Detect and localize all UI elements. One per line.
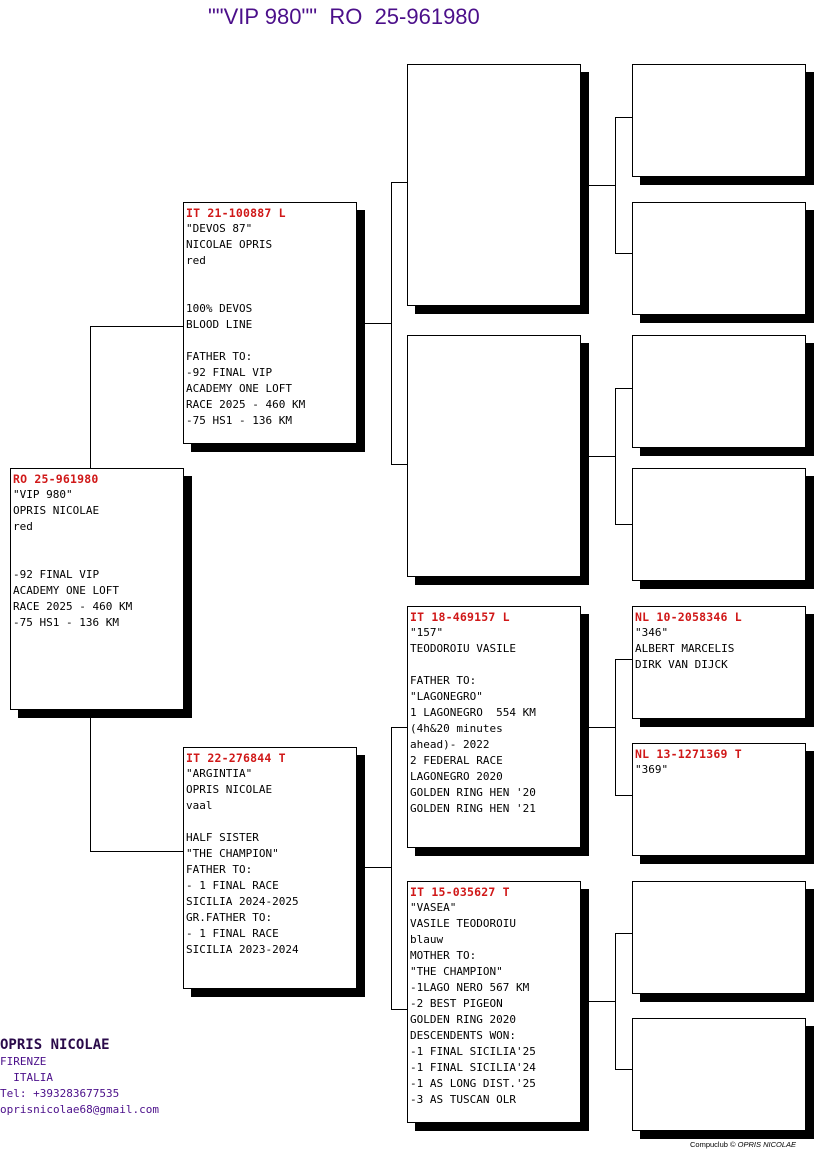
card-text-line: TEODOROIU VASILE — [410, 642, 516, 655]
card-text-line: red — [186, 254, 206, 267]
connector — [391, 1009, 407, 1010]
card-text-line: -92 FINAL VIP — [186, 366, 273, 379]
card-text-line: -3 AS TUSCAN OLR — [410, 1093, 516, 1106]
card-text-line — [13, 551, 181, 567]
connector — [364, 323, 391, 324]
card-text-line: HALF SISTER — [186, 831, 259, 844]
owner-name: OPRIS NICOLAE — [0, 1037, 110, 1053]
card-text-line — [186, 814, 354, 830]
ring-number: IT 15-035627 T — [410, 885, 510, 899]
connector — [90, 326, 91, 468]
page-title: ""VIP 980"" RO 25-961980 — [208, 4, 480, 29]
pedigree-card-sire-sire — [407, 64, 581, 306]
card-text-line: GR.FATHER TO: — [186, 911, 273, 924]
card-text-line: ALBERT MARCELIS — [635, 642, 735, 655]
pedigree-card-dam-sire — [407, 606, 581, 848]
card-text-line: 1 LAGONEGRO 554 KM — [410, 706, 536, 719]
card-text-line: ACADEMY ONE LOFT — [186, 382, 292, 395]
card-text-line: -1LAGO NERO 567 KM — [410, 981, 530, 994]
connector — [615, 388, 616, 524]
pedigree-card-ss-dam — [632, 202, 806, 315]
card-text-line: (4h&20 minutes — [410, 722, 503, 735]
owner-info — [0, 1036, 159, 1118]
card-text-line: GOLDEN RING HEN '20 — [410, 786, 536, 799]
connector — [615, 117, 632, 118]
card-text-line: -92 FINAL VIP — [13, 568, 100, 581]
owner-email: oprisnicolae68@gmail.com — [0, 1103, 159, 1116]
connector — [615, 388, 632, 389]
card-text-line: ACADEMY ONE LOFT — [13, 584, 119, 597]
ring-number: IT 18-469157 L — [410, 610, 510, 624]
ring-number: IT 21-100887 L — [186, 206, 286, 220]
connector — [588, 456, 615, 457]
card-text-line: "LAGONEGRO" — [410, 690, 483, 703]
card-text-line: SICILIA 2023-2024 — [186, 943, 299, 956]
pedigree-card-dd-sire — [632, 881, 806, 994]
ring-number: NL 13-1271369 T — [635, 747, 742, 761]
card-text-line — [410, 657, 578, 673]
connector — [615, 1069, 632, 1070]
card-text-line: "VASEA" — [410, 901, 457, 914]
card-text-line: "THE CHAMPION" — [410, 965, 503, 978]
card-text-line: FATHER TO: — [186, 863, 253, 876]
connector — [615, 795, 632, 796]
connector — [391, 182, 392, 464]
card-text-line: blauw — [410, 933, 444, 946]
card-text-line: SICILIA 2024-2025 — [186, 895, 299, 908]
card-text-line: -1 FINAL SICILIA'25 — [410, 1045, 536, 1058]
owner-country: ITALIA — [0, 1071, 53, 1084]
pedigree-card-ds-sire — [632, 606, 806, 719]
card-text-line: MOTHER TO: — [410, 949, 477, 962]
card-text-line: "ARGINTIA" — [186, 767, 253, 780]
pedigree-card-dam — [183, 747, 357, 989]
connector — [90, 326, 184, 327]
connector — [364, 867, 391, 868]
connector — [588, 727, 615, 728]
card-text-line: RACE 2025 - 460 KM — [13, 600, 133, 613]
connector — [391, 727, 407, 728]
card-text-line: - 1 FINAL RACE — [186, 927, 279, 940]
card-text-line: OPRIS NICOLAE — [13, 504, 100, 517]
footer-credit — [690, 1140, 796, 1149]
card-text-line: -1 AS LONG DIST.'25 — [410, 1077, 536, 1090]
pedigree-card-ds-dam — [632, 743, 806, 856]
card-text-line: RACE 2025 - 460 KM — [186, 398, 306, 411]
connector — [615, 659, 616, 795]
connector — [391, 727, 392, 1009]
card-text-line: "VIP 980" — [13, 488, 73, 501]
connector — [391, 464, 407, 465]
connector — [391, 182, 407, 183]
connector — [588, 1001, 615, 1002]
connector — [90, 851, 184, 852]
card-text-line: BLOOD LINE — [186, 318, 253, 331]
card-text-line: -75 HS1 - 136 KM — [13, 616, 119, 629]
card-text-line: vaal — [186, 799, 213, 812]
footer-owner: OPRIS NICOLAE — [737, 1140, 796, 1149]
card-text-line: "157" — [410, 626, 444, 639]
ring-number: RO 25-961980 — [13, 472, 99, 486]
ring-number: IT 22-276844 T — [186, 751, 286, 765]
card-text-line: 2 FEDERAL RACE — [410, 754, 503, 767]
card-text-line — [186, 333, 354, 349]
card-text-line: FATHER TO: — [410, 674, 477, 687]
pedigree-card-subject — [10, 468, 184, 710]
card-text-line: ahead)- 2022 — [410, 738, 490, 751]
pedigree-card-sd-dam — [632, 468, 806, 581]
connector — [90, 716, 91, 851]
card-text-line: FATHER TO: — [186, 350, 253, 363]
card-text-line: -2 BEST PIGEON — [410, 997, 503, 1010]
card-text-line: DIRK VAN DIJCK — [635, 658, 728, 671]
connector — [588, 185, 615, 186]
pedigree-card-dd-dam — [632, 1018, 806, 1131]
connector — [615, 253, 632, 254]
connector — [615, 933, 632, 934]
card-text-line: -75 HS1 - 136 KM — [186, 414, 292, 427]
footer-brand: Compuclub © — [690, 1140, 736, 1149]
card-text-line — [13, 535, 181, 551]
card-text-line: "369" — [635, 763, 669, 776]
card-text-line: VASILE TEODOROIU — [410, 917, 516, 930]
owner-city: FIRENZE — [0, 1055, 47, 1068]
card-text-line — [186, 269, 354, 285]
pedigree-card-sire — [183, 202, 357, 444]
card-text-line — [186, 285, 354, 301]
pedigree-card-sd-sire — [632, 335, 806, 448]
card-text-line: "THE CHAMPION" — [186, 847, 279, 860]
card-text-line: OPRIS NICOLAE — [186, 783, 273, 796]
pedigree-card-dam-dam — [407, 881, 581, 1123]
owner-phone: Tel: +393283677535 — [0, 1087, 120, 1100]
card-text-line: "346" — [635, 626, 669, 639]
pedigree-card-ss-sire — [632, 64, 806, 177]
card-text-line: 100% DEVOS — [186, 302, 253, 315]
ring-number: NL 10-2058346 L — [635, 610, 742, 624]
card-text-line: - 1 FINAL RACE — [186, 879, 279, 892]
card-text-line: GOLDEN RING 2020 — [410, 1013, 516, 1026]
card-text-line: GOLDEN RING HEN '21 — [410, 802, 536, 815]
connector — [615, 933, 616, 1069]
connector — [615, 659, 632, 660]
card-text-line: "DEVOS 87" — [186, 222, 253, 235]
card-text-line: NICOLAE OPRIS — [186, 238, 273, 251]
card-text-line: red — [13, 520, 33, 533]
connector — [615, 117, 616, 253]
card-text-line: LAGONEGRO 2020 — [410, 770, 503, 783]
pedigree-card-sire-dam — [407, 335, 581, 577]
card-text-line: -1 FINAL SICILIA'24 — [410, 1061, 536, 1074]
connector — [615, 524, 632, 525]
card-text-line: DESCENDENTS WON: — [410, 1029, 516, 1042]
